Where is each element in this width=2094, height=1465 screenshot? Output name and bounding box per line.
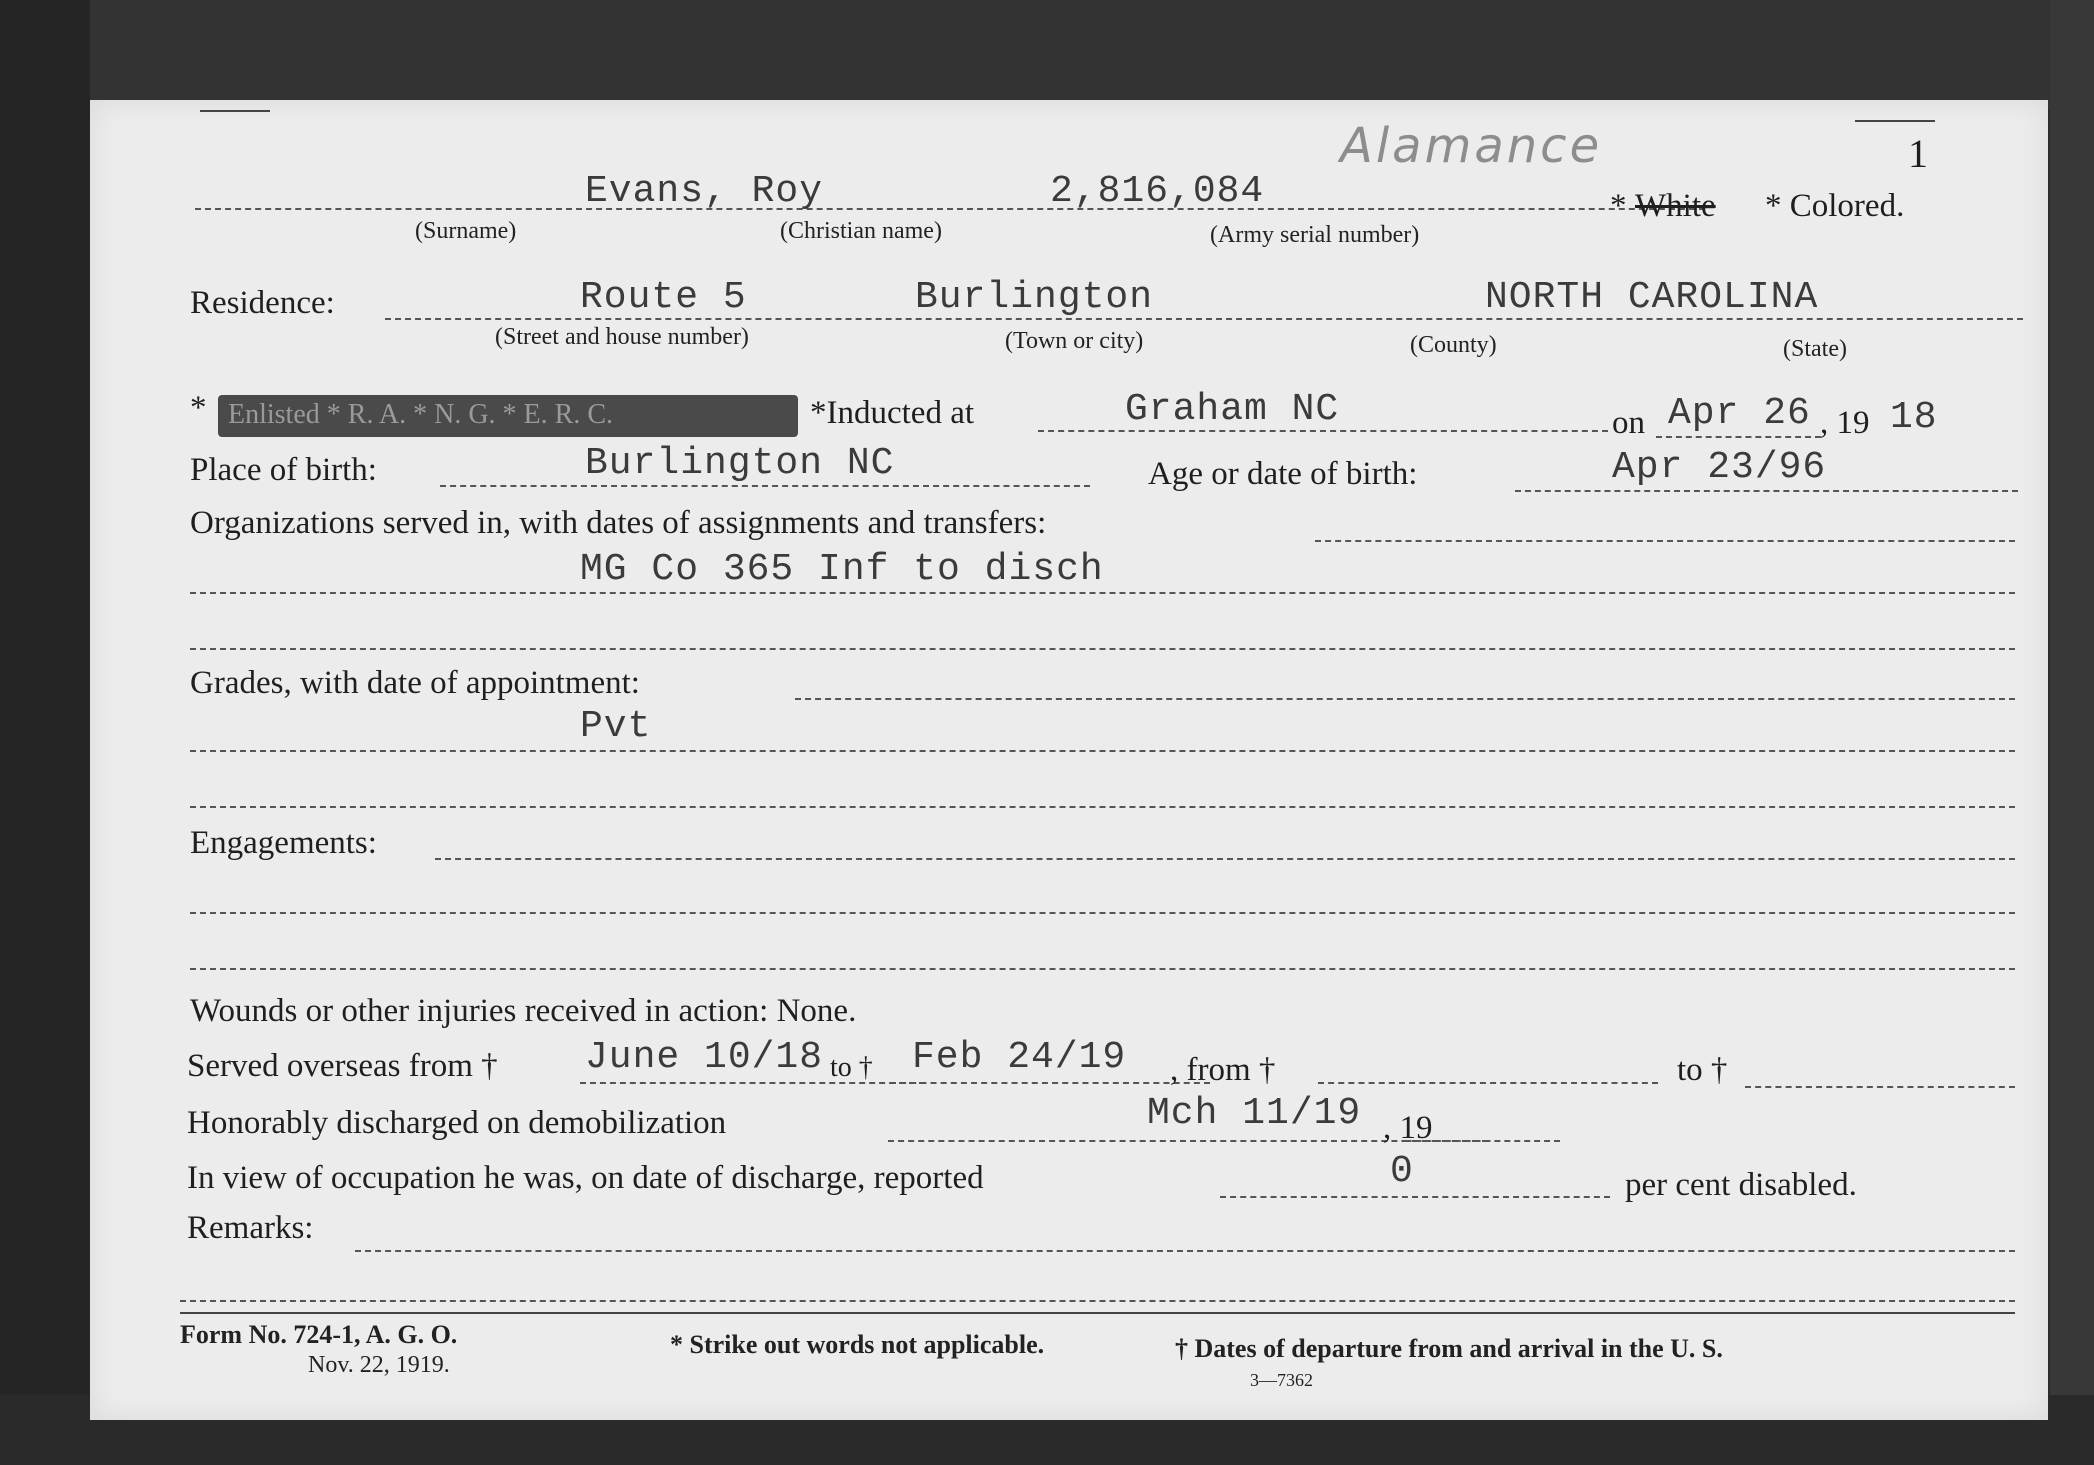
induction-year-suffix: 18 <box>1890 396 1938 439</box>
engagements-line-3 <box>190 968 2015 970</box>
race-colored: * Colored. <box>1765 188 1905 224</box>
residence-street: Route 5 <box>580 276 747 319</box>
overseas-to-date: Feb 24/19 <box>912 1036 1127 1079</box>
scan-background-right <box>2050 0 2094 1465</box>
serial-caption: (Army serial number) <box>1210 222 1420 248</box>
strike-out-note: * Strike out words not applicable. <box>670 1330 1045 1359</box>
engagements-label: Engagements: <box>190 825 377 861</box>
remarks-line-2 <box>180 1300 2015 1302</box>
name-line <box>195 208 1705 210</box>
discharge-date: Mch 11/19 <box>1147 1092 1362 1135</box>
struck-enlistment-box <box>218 395 798 437</box>
form-number: Form No. 724-1, A. G. O. <box>180 1320 458 1349</box>
induction-date-line <box>1656 436 1821 438</box>
county-caption: (County) <box>1410 332 1497 358</box>
overseas-from-date: June 10/18 <box>585 1036 824 1079</box>
grades-line-2 <box>190 750 2015 752</box>
surname-caption: (Surname) <box>415 218 517 244</box>
organizations-line-3 <box>190 648 2015 650</box>
overseas-to2-line <box>1745 1086 2015 1088</box>
race-white-struck: White <box>1635 188 1716 224</box>
print-code: 3—7362 <box>1250 1370 1313 1390</box>
on-label: on <box>1612 405 1645 441</box>
disability-suffix: per cent disabled. <box>1625 1167 1857 1203</box>
induction-year-prefix: , 19 <box>1820 405 1870 441</box>
scan-background-top <box>0 0 2094 110</box>
state-caption: (State) <box>1783 336 1847 362</box>
top-right-rule <box>1855 120 1935 122</box>
discharge-year-line <box>1405 1140 1560 1142</box>
grades-line-3 <box>190 806 2015 808</box>
service-record-card <box>90 100 2048 1420</box>
county-handwritten: Alamance <box>1340 118 1603 174</box>
christian-name-caption: (Christian name) <box>780 218 942 244</box>
residence-state: NORTH CAROLINA <box>1485 276 1819 319</box>
remarks-line-1 <box>355 1250 2015 1252</box>
struck-enlistment-text: Enlisted * R. A. * N. G. * E. R. C. <box>228 399 614 430</box>
age-line <box>1515 490 2018 492</box>
wounds-label: Wounds or other injuries received in action: None. <box>190 993 857 1029</box>
remarks-label: Remarks: <box>187 1210 314 1246</box>
overseas-from2-line <box>1318 1082 1658 1084</box>
form-date: Nov. 22, 1919. <box>308 1352 450 1378</box>
overseas-from2-label: , from † <box>1170 1052 1276 1088</box>
grades-label: Grades, with date of appointment: <box>190 665 640 701</box>
town-caption: (Town or city) <box>1005 328 1144 354</box>
discharge-label: Honorably discharged on demobilization <box>187 1105 727 1141</box>
enlistment-asterisk: * <box>190 390 207 426</box>
disability-label: In view of occupation he was, on date of discharge, reported <box>187 1160 984 1196</box>
residence-label: Residence: <box>190 285 335 321</box>
age-label: Age or date of birth: <box>1148 456 1418 492</box>
name-value: Evans, Roy <box>585 170 824 213</box>
serial-value: 2,816,084 <box>1050 170 1265 213</box>
organizations-label: Organizations served in, with dates of assignments and transfers: <box>190 505 1047 541</box>
birth-date-value: Apr 23/96 <box>1612 446 1827 489</box>
discharge-year-suffix: , 19 <box>1383 1110 1433 1146</box>
disability-value: 0 <box>1390 1150 1414 1193</box>
inducted-label: *Inducted at <box>810 395 975 431</box>
inducted-place: Graham NC <box>1125 388 1340 431</box>
place-of-birth-line <box>440 485 1090 487</box>
remarks-bottom-rule <box>180 1312 2015 1314</box>
place-of-birth-label: Place of birth: <box>190 452 377 488</box>
overseas-from-line <box>580 1082 925 1084</box>
engagements-line-2 <box>190 912 2015 914</box>
overseas-to-line <box>890 1082 1210 1084</box>
card-number: 1 <box>1908 131 1928 176</box>
organizations-value: MG Co 365 Inf to disch <box>580 548 1104 591</box>
place-of-birth-value: Burlington NC <box>585 442 895 485</box>
organizations-line-2 <box>190 592 2015 594</box>
scan-background-left <box>0 0 90 1465</box>
street-caption: (Street and house number) <box>495 324 749 350</box>
overseas-to2-label: to † <box>1677 1052 1728 1088</box>
race-asterisk: * <box>1610 188 1627 224</box>
disability-line <box>1220 1196 1610 1198</box>
induction-date: Apr 26 <box>1668 392 1811 435</box>
dates-note: † Dates of departure from and arrival in the U. S. <box>1175 1334 1723 1363</box>
top-left-rule <box>200 110 270 112</box>
overseas-label: Served overseas from † <box>187 1048 498 1084</box>
organizations-line-1 <box>1315 540 2015 542</box>
engagements-line-1 <box>435 858 2015 860</box>
grades-line-1 <box>795 698 2015 700</box>
overseas-to-label: to † <box>830 1052 873 1083</box>
residence-town: Burlington <box>915 276 1154 319</box>
grades-value: Pvt <box>580 705 652 748</box>
